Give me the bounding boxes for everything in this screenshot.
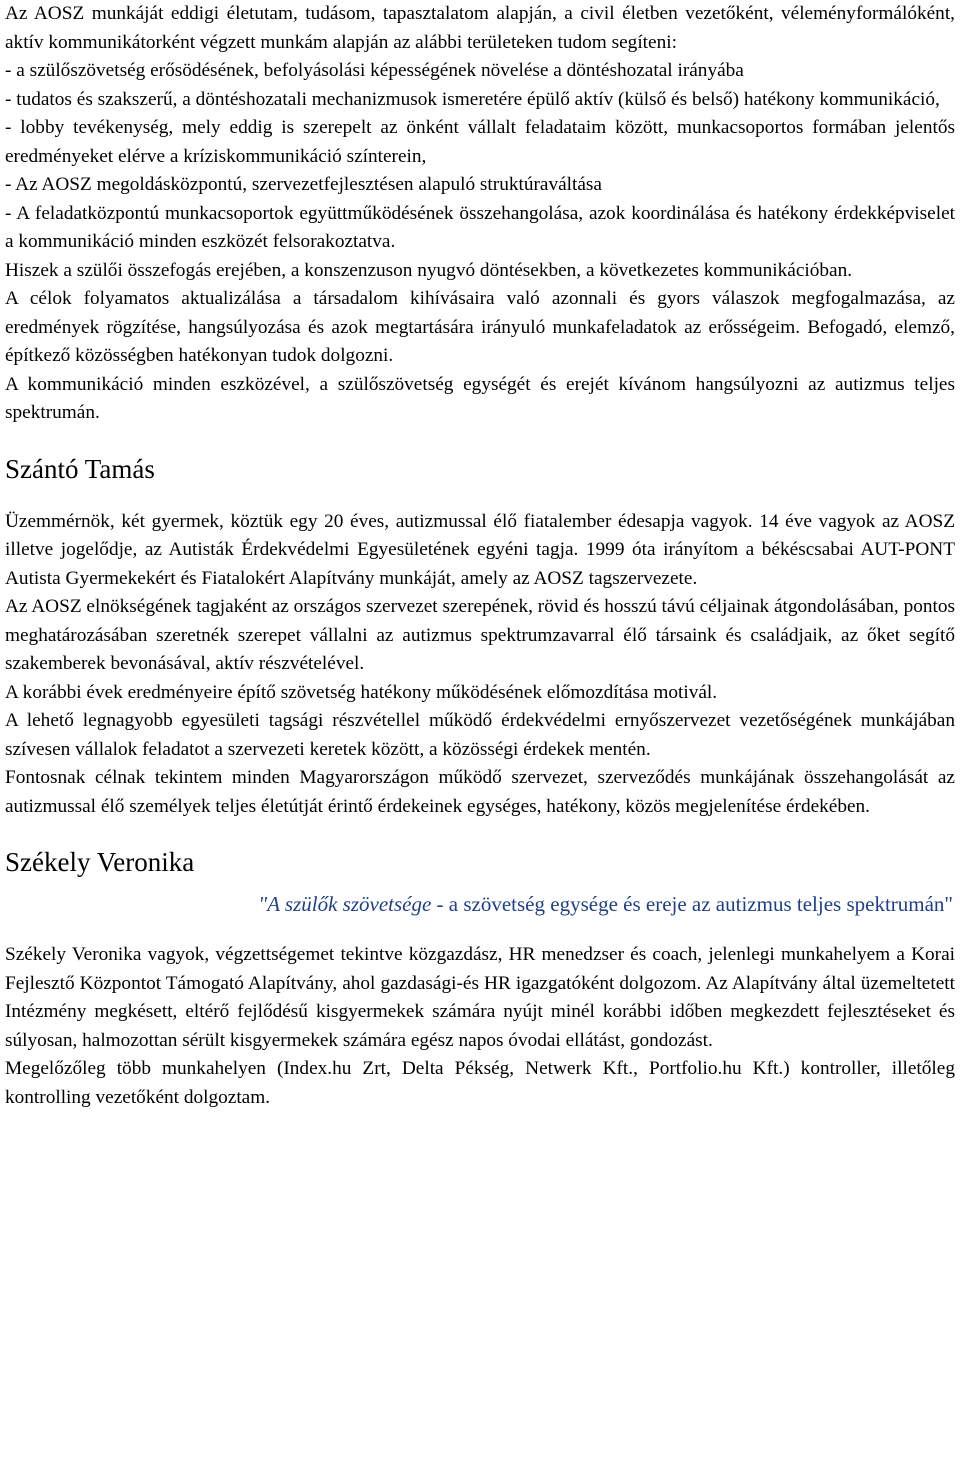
intro-list-item: - tudatos és szakszerű, a döntéshozatali mechanizmusok ismeretére épülő aktív (külső és belső) hatékony kommunikáció, bbox=[5, 88, 940, 110]
motto-rest-part: - a szövetség egysége és ereje az autizmus teljes spektrumán" bbox=[431, 892, 953, 916]
candidate-paragraph: Megelőzőleg több munkahelyen (Index.hu Zrt, Delta Pékség, Netwerk Kft., Portfolio.hu Kft.) kontroller, illetőleg kontrolling vezetőként dolgoztam. bbox=[5, 1058, 955, 1108]
candidate-paragraph: Fontosnak célnak tekintem minden Magyarországon működő szervezet, szerveződés munkájának összehangolását az autizmussal élő személyek teljes életútját érintő érdekeinek egységes, hatékony, közös megjelenítése érdekében. bbox=[5, 767, 955, 817]
candidate-name-heading: Szántó Tamás bbox=[5, 453, 155, 484]
candidate-paragraph: Az AOSZ elnökségének tagjaként az országos szervezet szerepének, rövid és hosszú távú céljainak átgondolásában, pontos meghatározásában szeretnék szerepet vállalni az autizmus spektrumzavarral élő társaink és családjaik, az őket segítő szakemberek bevonásával, aktív részvételével. bbox=[5, 596, 955, 674]
intro-section bbox=[5, 0, 955, 428]
candidate-motto-quote bbox=[5, 889, 955, 919]
motto-italic-part: "A szülők szövetsége bbox=[258, 892, 432, 916]
candidate-section-szanto bbox=[5, 452, 955, 822]
candidate-paragraph: A korábbi évek eredményeire építő szövetség hatékony működésének előmozdítása motivál. bbox=[5, 681, 718, 703]
intro-paragraph: A célok folyamatos aktualizálása a társadalom kihívásaira való azonnali és gyors válaszok megfogalmazása, az eredmények rögzítése, hangsúlyozása és azok megtartására irányuló munkafeladatok az erősségeim. Befogadó, elemző, építkező közösségben hatékonyan tudok dolgozni. bbox=[5, 288, 955, 366]
candidate-paragraph: Üzemmérnök, két gyermek, köztük egy 20 éves, autizmussal élő fiatalember édesapja vagyok. 14 éve vagyok az AOSZ illetve jogelődje, az Autisták Érdekvédelmi Egyesületének egyéni tagja. 1999 óta irányítom a békéscsabai AUT-PONT Autista Gyermekekért és Fiatalokért Alapítvány munkáját, amely az AOSZ tagszervezete. bbox=[5, 510, 955, 589]
document-page bbox=[5, 0, 955, 1112]
intro-paragraph: A kommunikáció minden eszközével, a szülőszövetség egységét és erejét kívánom hangsúlyozni az autizmus teljes spektrumán. bbox=[5, 373, 955, 423]
candidate-paragraph: A lehető legnagyobb egyesületi tagsági részvétellel működő érdekvédelmi ernyőszervezet vezetőségének munkájában szívesen vállalok feladatot a szervezeti keretek között, a közösségi érdekek mentén. bbox=[5, 710, 955, 760]
candidate-paragraph: Székely Veronika vagyok, végzettségemet tekintve közgazdász, HR menedzser és coach, jelenlegi munkahelyem a Korai Fejlesztő Központot Támogató Alapítvány, ahol gazdasági-és HR igazgatóként dolgozom. Az Alapítvány által üzemeltetett Intézmény megkésett, eltérő fejlődésű kisgyermekek számára nyújt minél korábbi időben megkezdett fejlesztéseket és súlyosan, halmozottan sérült kisgyermekek számára egész napos óvodai ellátást, gondozást. bbox=[5, 944, 955, 1051]
intro-paragraph: Hiszek a szülői összefogás erejében, a konszenzuson nyugvó döntésekben, a következetes kommunikációban. bbox=[5, 259, 853, 281]
intro-list-item: - lobby tevékenység, mely eddig is szerepelt az önként vállalt feladataim között, munkacsoportos formában jelentős eredményeket elérve a kríziskommunikáció színterein, bbox=[5, 117, 955, 167]
intro-paragraph: Az AOSZ munkáját eddigi életutam, tudásom, tapasztalatom alapján, a civil életben vezetőként, véleményformálóként, aktív kommunikátorként végzett munkám alapján az alábbi területeken tudom segíteni: bbox=[5, 3, 955, 53]
intro-list-item: - Az AOSZ megoldásközpontú, szervezetfejlesztésen alapuló struktúraváltása bbox=[5, 174, 602, 195]
candidate-name-heading: Székely Veronika bbox=[5, 847, 195, 877]
intro-list-item: - A feladatközpontú munkacsoportok együttműködésének összehangolása, azok koordinálása és hatékony érdekképviselet a kommunikáció minden eszközét felsorakoztatva. bbox=[5, 202, 955, 252]
candidate-section-szekely bbox=[5, 845, 955, 1112]
intro-list-item: - a szülőszövetség erősödésének, befolyásolási képességének növelése a döntéshozatal irányába bbox=[5, 60, 744, 81]
